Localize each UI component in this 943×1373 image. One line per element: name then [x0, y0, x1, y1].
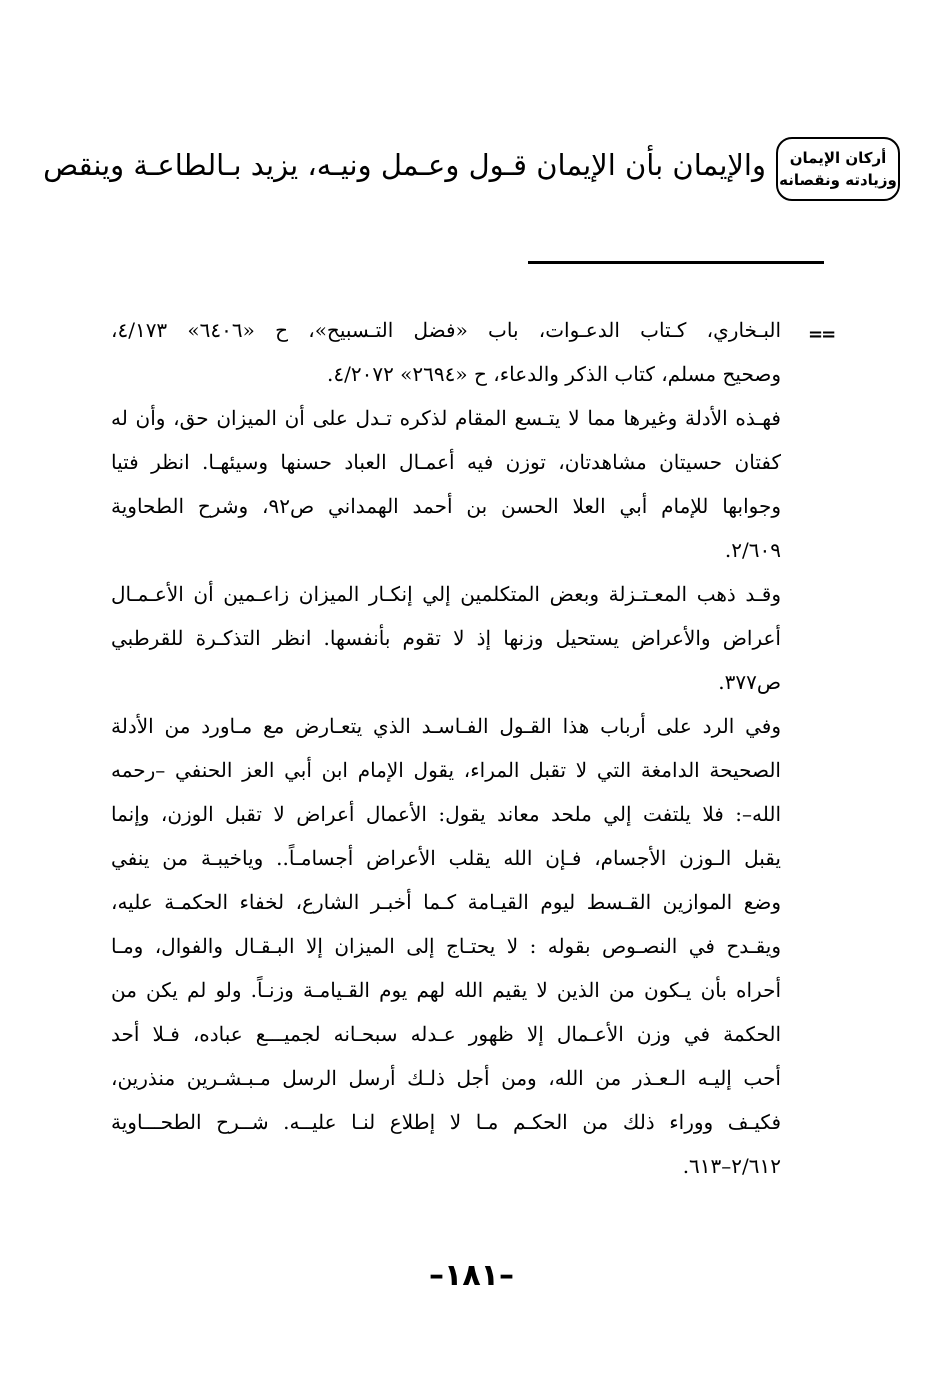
- footnote-line: الصحيحة الدامغة التي لا تقبل المراء، يقول الإمام ابن أبي العز الحنفي –رحمه: [111, 758, 781, 782]
- footnote-line: يقبل الـوزن الأجسام، فـإن الله يقلب الأعراض أجسامـاً.. وياخيبـة من ينفي: [111, 846, 781, 870]
- chapter-side-label-line2: وزيادته ونقصانه: [779, 171, 897, 189]
- footnote-line: وصحيح مسلم، كتاب الذكر والدعاء، ح «٢٦٩٤» ٤/٢٠٧٢.: [327, 362, 781, 386]
- footnote-line: أعراض والأعراض يستحيل وزنها إذ لا تقوم بأنفسها. انظر التذكـرة للقرطبي: [111, 626, 781, 650]
- footnote-line: ٢/٦٠٩.: [724, 538, 781, 562]
- footnote-line: أحب إليـه الـعـذر من الله، ومن أجل ذلـك أرسل الرسل مـبـشـرين منذرين،: [111, 1066, 781, 1090]
- footnote-line: أحراه بأن يـكون من الذين لا يقيم الله لهم يوم القـيامـة وزنـاً. ولو لم يكن من: [111, 978, 781, 1002]
- page-number: –١٨١–: [429, 1258, 514, 1293]
- footnote-line: ٢/٦١٢–٦١٣.: [682, 1154, 781, 1178]
- footnote-line: وجوابها للإمام أبي العلا الحسن بن أحمد الهمداني ص٩٢، وشرح الطحاوية: [111, 494, 781, 518]
- chapter-side-label-line1: أركان الإيمان: [789, 149, 887, 167]
- footnote-line: وضع الموازين القـسط ليوم القيـامة كـما أخبـر الشارع، لخفاء الحكمـة عليه،: [111, 890, 781, 914]
- chapter-side-label: [776, 137, 900, 201]
- footnote-separator: [528, 261, 824, 264]
- footnote-line: فهـذه الأدلة وغيرها مما لا يتـسع المقام لذكره تـدل على أن الميزان حق، وأن له: [111, 406, 781, 430]
- footnote-line: فكيـف ووراء ذلك من الحكـم مـا لا إطلاع لنـا عليــه. شــرح الطحـــاوية: [111, 1110, 781, 1134]
- footnote-continuation-mark: ==: [808, 324, 835, 345]
- footnote-line: البـخاري، كـتاب الدعـوات، باب «فضل التـسبيح»، ح «٦٤٠٦» ٤/١٧٣،: [111, 318, 781, 342]
- footnote-line: كفتان حسيتان مشاهدتان، توزن فيه أعمـال العباد حسنها وسيئهـا. انظر فتيا: [111, 450, 781, 474]
- footnote-line: ص٣٧٧.: [718, 670, 781, 694]
- main-text-line: والإيمان بأن الإيمان قـول وعـمل ونيـه، يزيد بـالطاعـة وينقص: [43, 148, 766, 182]
- footnote-line: الله–: فلا يلتفت إلي ملحد معاند يقول: الأعمال أعراض لا تقبل الوزن، وإنما: [111, 802, 781, 826]
- footnote-line: وقـد ذهب المعـتـزلة وبعض المتكلمين إلي إنكـار الميزان زاعـمين أن الأعـمـال: [111, 582, 781, 606]
- footnote-line: الحكمة في وزن الأعـمال إلا ظهور عـدله سبحـانه لجميـــع عباده، فـلا أحد: [111, 1022, 781, 1046]
- footnote-line: وفي الرد على أرباب هذا القـول الفـاسـد الذي يتعـارض مع مـاورد من الأدلة: [111, 714, 781, 738]
- footnote-line: ويقـدح في النصـوص بقوله : لا يحتـاج إلى الميزان إلا البـقـال والفوال، ومـا: [111, 934, 781, 958]
- footnote-block: [111, 308, 781, 1188]
